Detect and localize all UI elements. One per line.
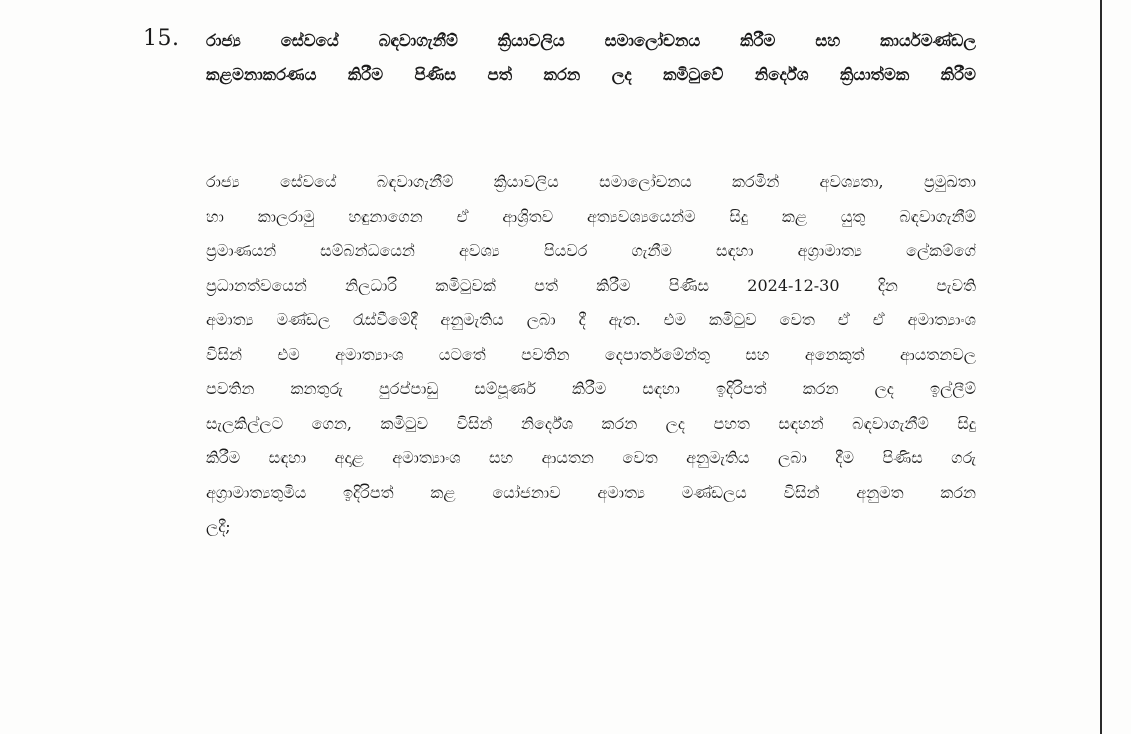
title-line: කළමනාකරණය කිරීම පිණිස පත් කරන ලද කමිටුවේ නිර්දේශ ක්‍රියාත්මක කිරීම bbox=[206, 65, 976, 84]
body-line: රාජ්‍ය සේවයේ බඳවාගැනීම් ක්‍රියාවලිය සමාලෝචනය කරමින් අවශ්‍යතා, ප්‍රමුඛතා bbox=[206, 172, 976, 191]
body-line: හා කාලරාමු හඳුනාගෙන ඒ ආශ්‍රිතව අත්‍යවශ්‍යයෙන්ම සිදු කළ යුතු බඳවාගැනීම් bbox=[206, 206, 976, 226]
body-line: සැලකිල්ලට ගෙන, කමිටුව විසින් නිර්දේශ කරන ලද පහත සඳහන් බඳවාගැනීම් සිදු bbox=[206, 413, 976, 433]
item-title bbox=[206, 24, 976, 92]
body-line: ප්‍රමාණයන් සම්බන්ධයෙන් අවශ්‍ය පියවර ගැනීම සඳහා අග්‍රාමාත්‍ය ලේකම්ගේ bbox=[206, 241, 976, 260]
body-line: පවතින කනතුරු පුරප්පාඩු සම්පූර්ණ කිරීම සඳහා ඉදිරිපත් කරන ලද ඉල්ලීම් bbox=[206, 379, 976, 398]
body-line: අග්‍රාමාත්‍යතුමිය ඉදිරිපත් කළ යෝජනාව අමාත්‍ය මණ්ඩලය විසින් අනුමත කරන bbox=[206, 482, 976, 502]
body-line: ප්‍රධානත්වයෙන් නිලධාරි කමිටුවක් පත් කිරීම පිණිස 2024-12-30 දින පැවති bbox=[206, 275, 976, 295]
body-line: විසින් එම අමාත්‍යාංශ යටතේ පවතින දෙපාර්තමේන්තු සහ අනෙකුත් ආයතනවල bbox=[206, 344, 976, 364]
item-body-paragraph bbox=[206, 165, 976, 545]
body-line: කිරීම සඳහා අදාළ අමාත්‍යාංශ සහ ආයතන වෙත අනුමැතිය ලබා දීම පිණිස ගරු bbox=[206, 448, 976, 467]
item-number: 15. bbox=[143, 26, 180, 51]
body-line: අමාත්‍ය මණ්ඩල රැස්වීමේදී අනුමැතිය ලබා දී ඇත. එම කමිටුව වෙත ඒ ඒ අමාත්‍යාංශ bbox=[206, 310, 976, 329]
title-line: රාජ්‍ය සේවයේ බඳවාගැනීම් ක්‍රියාවලිය සමාලෝචනය කිරීම සහ කාර්යමණ්ඩල bbox=[206, 31, 976, 50]
body-line: ලදී; bbox=[206, 517, 231, 536]
scan-page-edge bbox=[1100, 0, 1102, 734]
